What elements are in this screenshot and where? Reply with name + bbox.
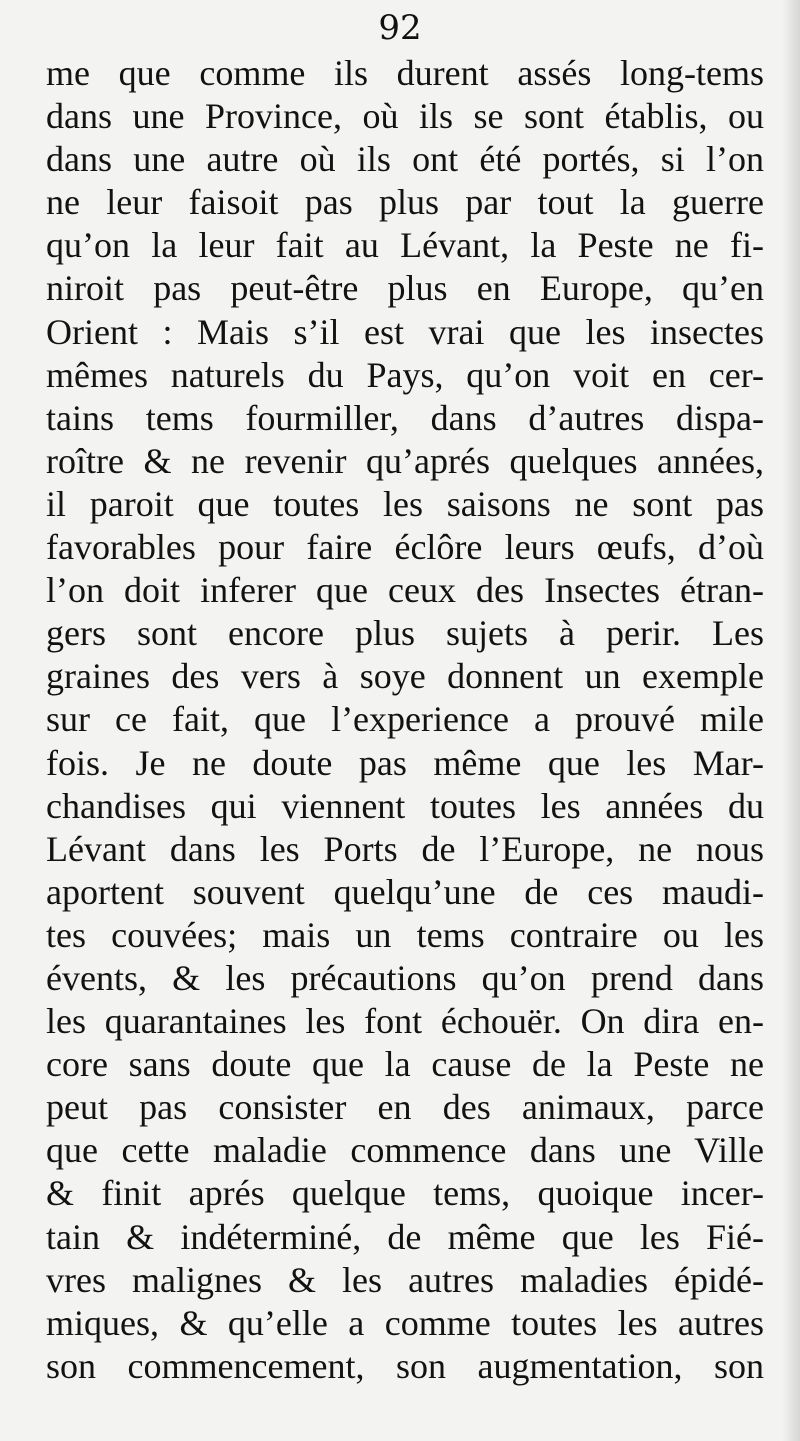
text-line: favorables pour faire éclôre leurs œufs, d’où bbox=[46, 527, 764, 568]
text-line: évents, & les précautions qu’on prend dans bbox=[46, 957, 764, 998]
text-line: que cette maladie commence dans une Ville bbox=[46, 1130, 764, 1171]
text-line: me que comme ils durent assés long-tems bbox=[46, 53, 764, 93]
text-line: son commencement, son augmentation, son bbox=[46, 1345, 764, 1386]
page-number: 92 bbox=[378, 8, 422, 48]
text-line: tains tems fourmiller, dans d’autres dispa- bbox=[46, 397, 764, 438]
text-line: peut pas consister en des animaux, parce bbox=[46, 1087, 764, 1128]
text-line: tain & indéterminé, de même que les Fié- bbox=[46, 1216, 764, 1257]
body-text bbox=[46, 52, 764, 1388]
text-line: il paroit que toutes les saisons ne sont pas bbox=[46, 483, 764, 524]
text-line: fois. Je ne doute pas même que les Mar- bbox=[46, 742, 764, 783]
text-line: roître & ne revenir qu’aprés quelques années, bbox=[46, 440, 764, 481]
text-line: l’on doit inferer que ceux des Insectes étran- bbox=[46, 570, 764, 611]
text-line: mêmes naturels du Pays, qu’on voit en cer- bbox=[46, 354, 764, 395]
text-line: core sans doute que la cause de la Peste ne bbox=[46, 1044, 764, 1085]
text-line: ne leur faisoit pas plus par tout la guerre bbox=[46, 182, 764, 223]
text-line: dans une Province, où ils se sont établis, ou bbox=[46, 96, 764, 137]
text-line: dans une autre où ils ont été portés, si l’on bbox=[46, 139, 764, 180]
text-line: miques, & qu’elle a comme toutes les autres bbox=[46, 1302, 764, 1343]
text-line: chandises qui viennent toutes les années du bbox=[46, 785, 764, 826]
text-line: tes couvées; mais un tems contraire ou les bbox=[46, 914, 764, 955]
text-line: aportent souvent quelqu’une de ces maudi- bbox=[46, 871, 764, 912]
text-line: qu’on la leur fait au Lévant, la Peste ne fi- bbox=[46, 225, 764, 266]
page-edge-shadow bbox=[782, 0, 800, 1441]
text-line: & finit aprés quelque tems, quoique incer- bbox=[46, 1173, 764, 1214]
text-line: les quarantaines les font échouër. On dira en- bbox=[46, 1001, 764, 1042]
text-line: niroit pas peut-être plus en Europe, qu’en bbox=[46, 268, 764, 309]
text-line: vres malignes & les autres maladies épidé- bbox=[46, 1259, 764, 1300]
text-line: graines des vers à soye donnent un exemple bbox=[46, 656, 764, 697]
text-line: sur ce fait, que l’experience a prouvé mile bbox=[46, 699, 764, 740]
text-line: Orient : Mais s’il est vrai que les insectes bbox=[46, 311, 764, 352]
text-line: Lévant dans les Ports de l’Europe, ne nous bbox=[46, 828, 764, 869]
text-line: gers sont encore plus sujets à perir. Les bbox=[46, 613, 764, 654]
